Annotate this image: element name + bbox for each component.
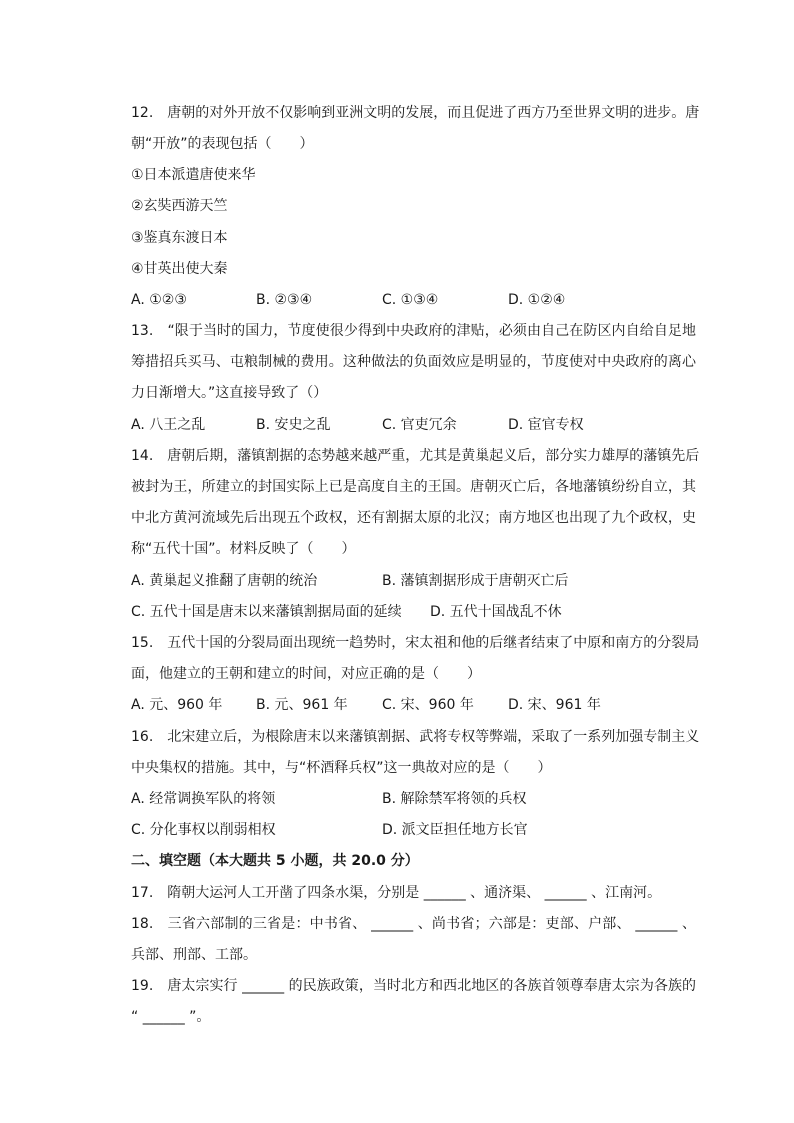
- q15-stem-line2: 面，他建立的王朝和建立的时间，对应正确的是（ ）: [131, 666, 481, 682]
- q14-stem-line2: 被封为王，所建立的封国实际上已是高度自主的王国。唐朝灭亡后，各地藩镇纷纷自立，其: [131, 479, 696, 495]
- q12-option-d[interactable]: D. ①②④: [508, 292, 566, 308]
- q16-option-b[interactable]: B. 解除禁军将领的兵权: [382, 791, 527, 807]
- q16-option-d[interactable]: D. 派文臣担任地方长官: [382, 822, 528, 838]
- q18-stem-line2: 兵部、刑部、工部。: [131, 947, 257, 963]
- q12-option-c[interactable]: C. ①③④: [382, 292, 439, 308]
- q12-option-b[interactable]: B. ②③④: [256, 292, 313, 308]
- q18-stem-line1: 18. 三省六部制的三省是：中书省、 ______ 、尚书省；六部是：吏部、户部、 ______ 、: [131, 916, 696, 932]
- q13-option-c[interactable]: C. 官吏冗余: [382, 417, 457, 433]
- q12-item-3: ③鉴真东渡日本: [131, 230, 228, 246]
- q15-option-a[interactable]: A. 元、960 年: [131, 697, 223, 713]
- q12-item-4: ④甘英出使大秦: [131, 261, 228, 277]
- q17-stem-line1: 17. 隋朝大运河人工开凿了四条水渠，分别是 ______ 、通济渠、 ______ 、江南河。: [131, 885, 662, 901]
- q14-option-d[interactable]: D. 五代十国战乱不休: [430, 604, 562, 620]
- q12-stem-line1: 12. 唐朝的对外开放不仅影响到亚洲文明的发展，而且促进了西方乃至世界文明的进步。唐: [131, 105, 700, 121]
- q19-stem-line1: 19. 唐太宗实行 ______ 的民族政策，当时北方和西北地区的各族首领尊奉唐太宗为各族的: [131, 978, 696, 994]
- q14-option-a[interactable]: A. 黄巢起义推翻了唐朝的统治: [131, 573, 318, 589]
- q13-option-a[interactable]: A. 八王之乱: [131, 417, 206, 433]
- q15-option-c[interactable]: C. 宋、960 年: [382, 697, 474, 713]
- q15-option-d[interactable]: D. 宋、961 年: [508, 697, 601, 713]
- q13-option-b[interactable]: B. 安史之乱: [256, 417, 331, 433]
- q14-stem-line1: 14. 唐朝后期，藩镇割据的态势越来越严重，尤其是黄巢起义后，部分实力雄厚的藩镇先后: [131, 448, 700, 464]
- q16-stem-line1: 16. 北宋建立后，为根除唐末以来藩镇割据、武将专权等弊端，采取了一系列加强专制主义: [131, 729, 700, 745]
- q15-stem-line1: 15. 五代十国的分裂局面出现统一趋势时，宋太祖和他的后继者结束了中原和南方的分裂局: [131, 635, 700, 651]
- q13-stem-line3: 力日渐增大。”这直接导致了（）: [131, 385, 328, 401]
- q16-option-a[interactable]: A. 经常调换军队的将领: [131, 791, 276, 807]
- q16-stem-line2: 中央集权的措施。其中，与“杯酒释兵权”这一典故对应的是（ ）: [131, 760, 552, 776]
- q14-option-c[interactable]: C. 五代十国是唐末以来藩镇割据局面的延续: [131, 604, 402, 620]
- q13-stem-line1: 13. “限于当时的国力，节度使很少得到中央政府的津贴，必须由自己在防区内自给自足地: [131, 323, 696, 339]
- q12-item-1: ①日本派遣唐使来华: [131, 167, 256, 183]
- q14-option-b[interactable]: B. 藩镇割据形成于唐朝灭亡后: [382, 573, 569, 589]
- q14-stem-line4: 称“五代十国”。材料反映了（ ）: [131, 541, 356, 557]
- q16-option-c[interactable]: C. 分化事权以削弱相权: [131, 822, 276, 838]
- q13-option-d[interactable]: D. 宦官专权: [508, 417, 584, 433]
- q14-stem-line3: 中北方黄河流域先后出现五个政权，还有割据太原的北汉；南方地区也出现了九个政权，史: [131, 510, 696, 526]
- q12-item-2: ②玄奘西游天竺: [131, 198, 228, 214]
- q12-option-a[interactable]: A. ①②③: [131, 292, 187, 308]
- q12-stem-line2: 朝“开放”的表现包括（ ）: [131, 136, 314, 152]
- q13-stem-line2: 筹措招兵买马、屯粮制械的费用。这种做法的负面效应是明显的，节度使对中央政府的离心: [131, 354, 696, 370]
- q19-stem-line2: “ ______ ”。: [131, 1009, 211, 1025]
- section-fill-in-title: 二、填空题（本大题共 5 小题，共 20.0 分）: [131, 853, 419, 869]
- q15-option-b[interactable]: B. 元、961 年: [256, 697, 348, 713]
